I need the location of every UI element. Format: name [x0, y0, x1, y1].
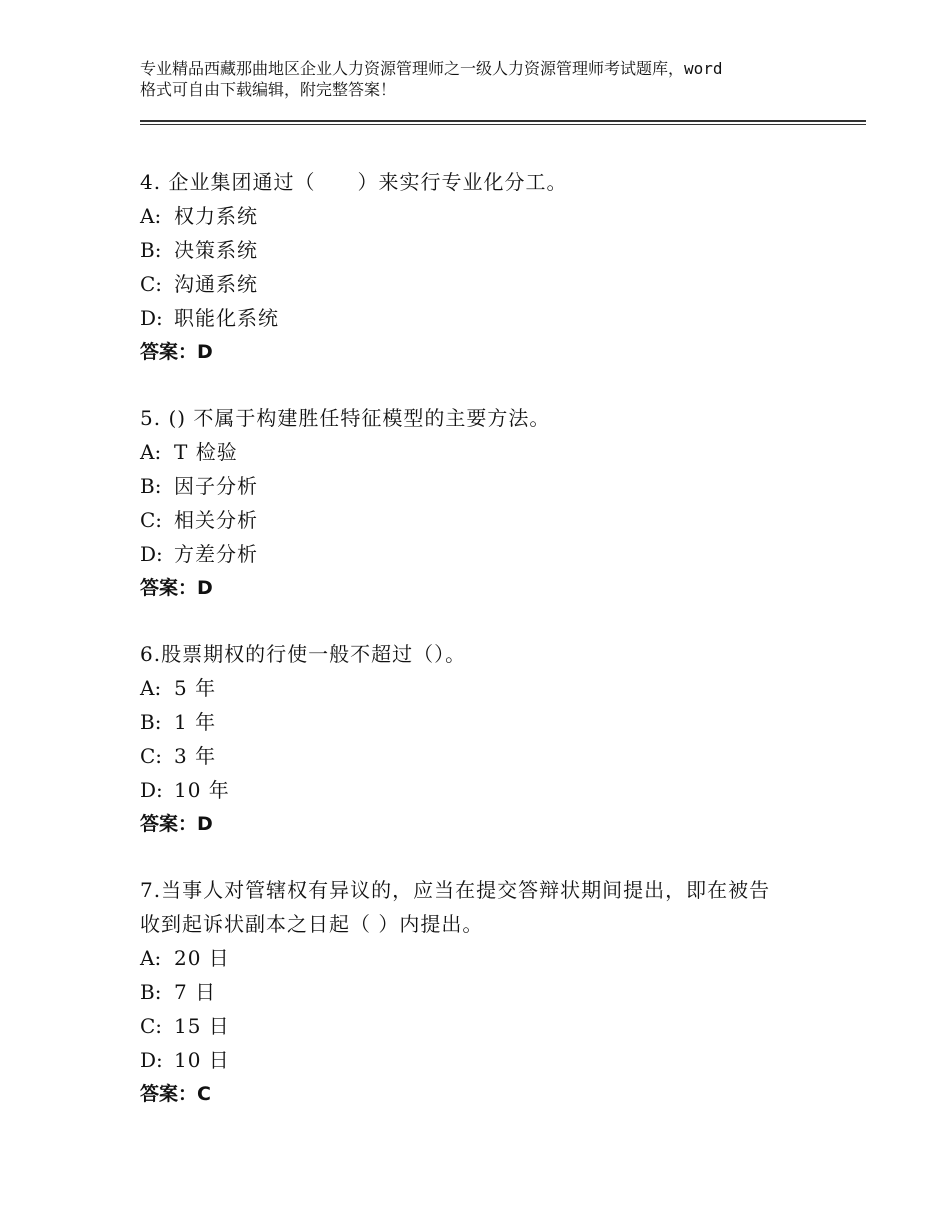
- option-text: 相关分析: [174, 508, 258, 532]
- option-text: 5 年: [174, 676, 217, 700]
- option-letter: A:: [140, 440, 162, 464]
- option-letter: D:: [140, 1048, 163, 1072]
- option-text: 职能化系统: [174, 306, 279, 330]
- option-text: 20 日: [174, 946, 230, 970]
- question-list: [140, 165, 840, 1143]
- question-stem-line-1: 7.当事人对管辖权有异议的，应当在提交答辩状期间提出，即在被告: [140, 878, 771, 902]
- option-letter: C:: [140, 508, 163, 532]
- header-title-line-2: 格式可自由下载编辑，附完整答案！: [140, 80, 397, 99]
- option-text: 1 年: [174, 710, 217, 734]
- option-a: [140, 671, 840, 705]
- option-text: 沟通系统: [174, 272, 258, 296]
- answer-label: 答案：D: [140, 577, 213, 599]
- option-letter: C:: [140, 1014, 163, 1038]
- option-text: 10 日: [174, 1048, 230, 1072]
- option-d: [140, 773, 840, 807]
- option-text: 7 日: [174, 980, 217, 1004]
- question-7: [140, 873, 840, 1111]
- header-divider-thick: [140, 120, 866, 122]
- option-letter: B:: [140, 238, 162, 262]
- option-c: [140, 739, 840, 773]
- option-b: [140, 469, 840, 503]
- answer-label: 答案：D: [140, 341, 213, 363]
- question-5: [140, 401, 840, 605]
- option-d: [140, 1043, 840, 1077]
- option-a: [140, 435, 840, 469]
- option-text: 因子分析: [174, 474, 258, 498]
- option-letter: D:: [140, 306, 163, 330]
- option-letter: C:: [140, 272, 163, 296]
- option-text: T 检验: [174, 440, 238, 464]
- question-stem: 4. 企业集团通过（ ）来实行专业化分工。: [140, 170, 568, 194]
- option-text: 决策系统: [174, 238, 258, 262]
- question-stem: 6.股票期权的行使一般不超过（）。: [140, 642, 467, 666]
- option-letter: A:: [140, 946, 162, 970]
- option-letter: C:: [140, 744, 163, 768]
- option-a: [140, 941, 840, 975]
- option-letter: B:: [140, 474, 162, 498]
- question-4: [140, 165, 840, 369]
- option-letter: D:: [140, 778, 163, 802]
- question-stem-line-2: 收到起诉状副本之日起（ ）内提出。: [140, 912, 484, 936]
- question-stem: 5. () 不属于构建胜任特征模型的主要方法。: [140, 406, 551, 430]
- option-d: [140, 537, 840, 571]
- option-b: [140, 705, 840, 739]
- option-letter: A:: [140, 676, 162, 700]
- option-letter: B:: [140, 710, 162, 734]
- option-text: 10 年: [174, 778, 230, 802]
- option-text: 方差分析: [174, 542, 258, 566]
- option-text: 权力系统: [174, 204, 258, 228]
- header-divider-thin: [140, 124, 866, 125]
- header-title-line-1: 专业精品西藏那曲地区企业人力资源管理师之一级人力资源管理师考试题库，word: [140, 59, 723, 78]
- option-a: [140, 199, 840, 233]
- option-text: 3 年: [174, 744, 217, 768]
- answer-label: 答案：D: [140, 813, 213, 835]
- option-c: [140, 1009, 840, 1043]
- option-letter: A:: [140, 204, 162, 228]
- option-d: [140, 301, 840, 335]
- document-header: [140, 58, 830, 100]
- option-letter: D:: [140, 542, 163, 566]
- option-text: 15 日: [174, 1014, 230, 1038]
- option-letter: B:: [140, 980, 162, 1004]
- option-c: [140, 503, 840, 537]
- question-6: [140, 637, 840, 841]
- option-b: [140, 233, 840, 267]
- option-c: [140, 267, 840, 301]
- option-b: [140, 975, 840, 1009]
- answer-label: 答案：C: [140, 1083, 211, 1105]
